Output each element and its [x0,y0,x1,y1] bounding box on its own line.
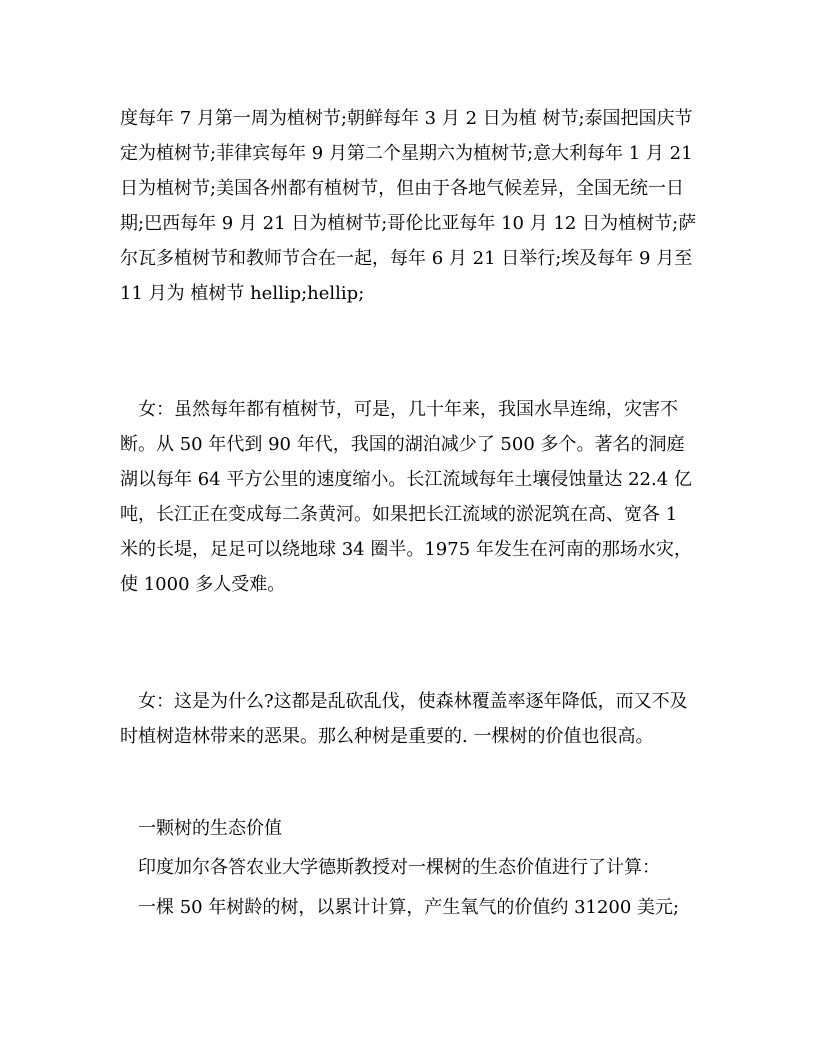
section-heading-tree-ecological-value: 一颗树的生态价值 [120,818,282,839]
text-line-professor-calculation: 印度加尔各答农业大学德斯教授对一棵树的生态价值进行了计算： [120,857,660,878]
paragraph-disaster-statistics: 女：虽然每年都有植树节，可是，几十年来，我国水旱连绵，灾害不断。从 50 年代到 90 年代，我国的湖泊减少了 500 多个。著名的洞庭湖以每年 64 平方公里的速度缩小。长江流域每年土壤侵蚀量达 22.4 亿吨，长江正在变成每二条黄河。如果把长江流域的淤泥筑在高、宽各 1 米的长堤，足足可以绕地球 34 圈半。1975 年发生在河南的那场水灾，使 1000 多人受难。 [120,399,692,595]
paragraph-tree-planting-days: 度每年 7 月第一周为植树节;朝鲜每年 3 月 2 日为植 树节;泰国把国庆节定为植树节;菲律宾每年 9 月第二个星期六为植树节;意大利每年 1 月 21 日为植树节;美国各州都有植树节，但由于各地气候差异，全国无统一日期;巴西每年 9 月 21 日为植树节;哥伦比亚每年 10 月 12 日为植树节;萨尔瓦多植树节和教师节合在一起，每年 6 月 21 日举行;埃及每年 9 月至 11 月为 植树节 hellip;hellip; [120,108,697,304]
paragraph-deforestation-cause: 女：这是为什么?这都是乱砍乱伐，使森林覆盖率逐年降低，而又不及时植树造林带来的恶果。那么种树是重要的. 一棵树的价值也很高。 [120,691,688,747]
text-line-oxygen-value: 一棵 50 年树龄的树，以累计计算，产生氧气的价值约 31200 美元; [120,897,680,918]
